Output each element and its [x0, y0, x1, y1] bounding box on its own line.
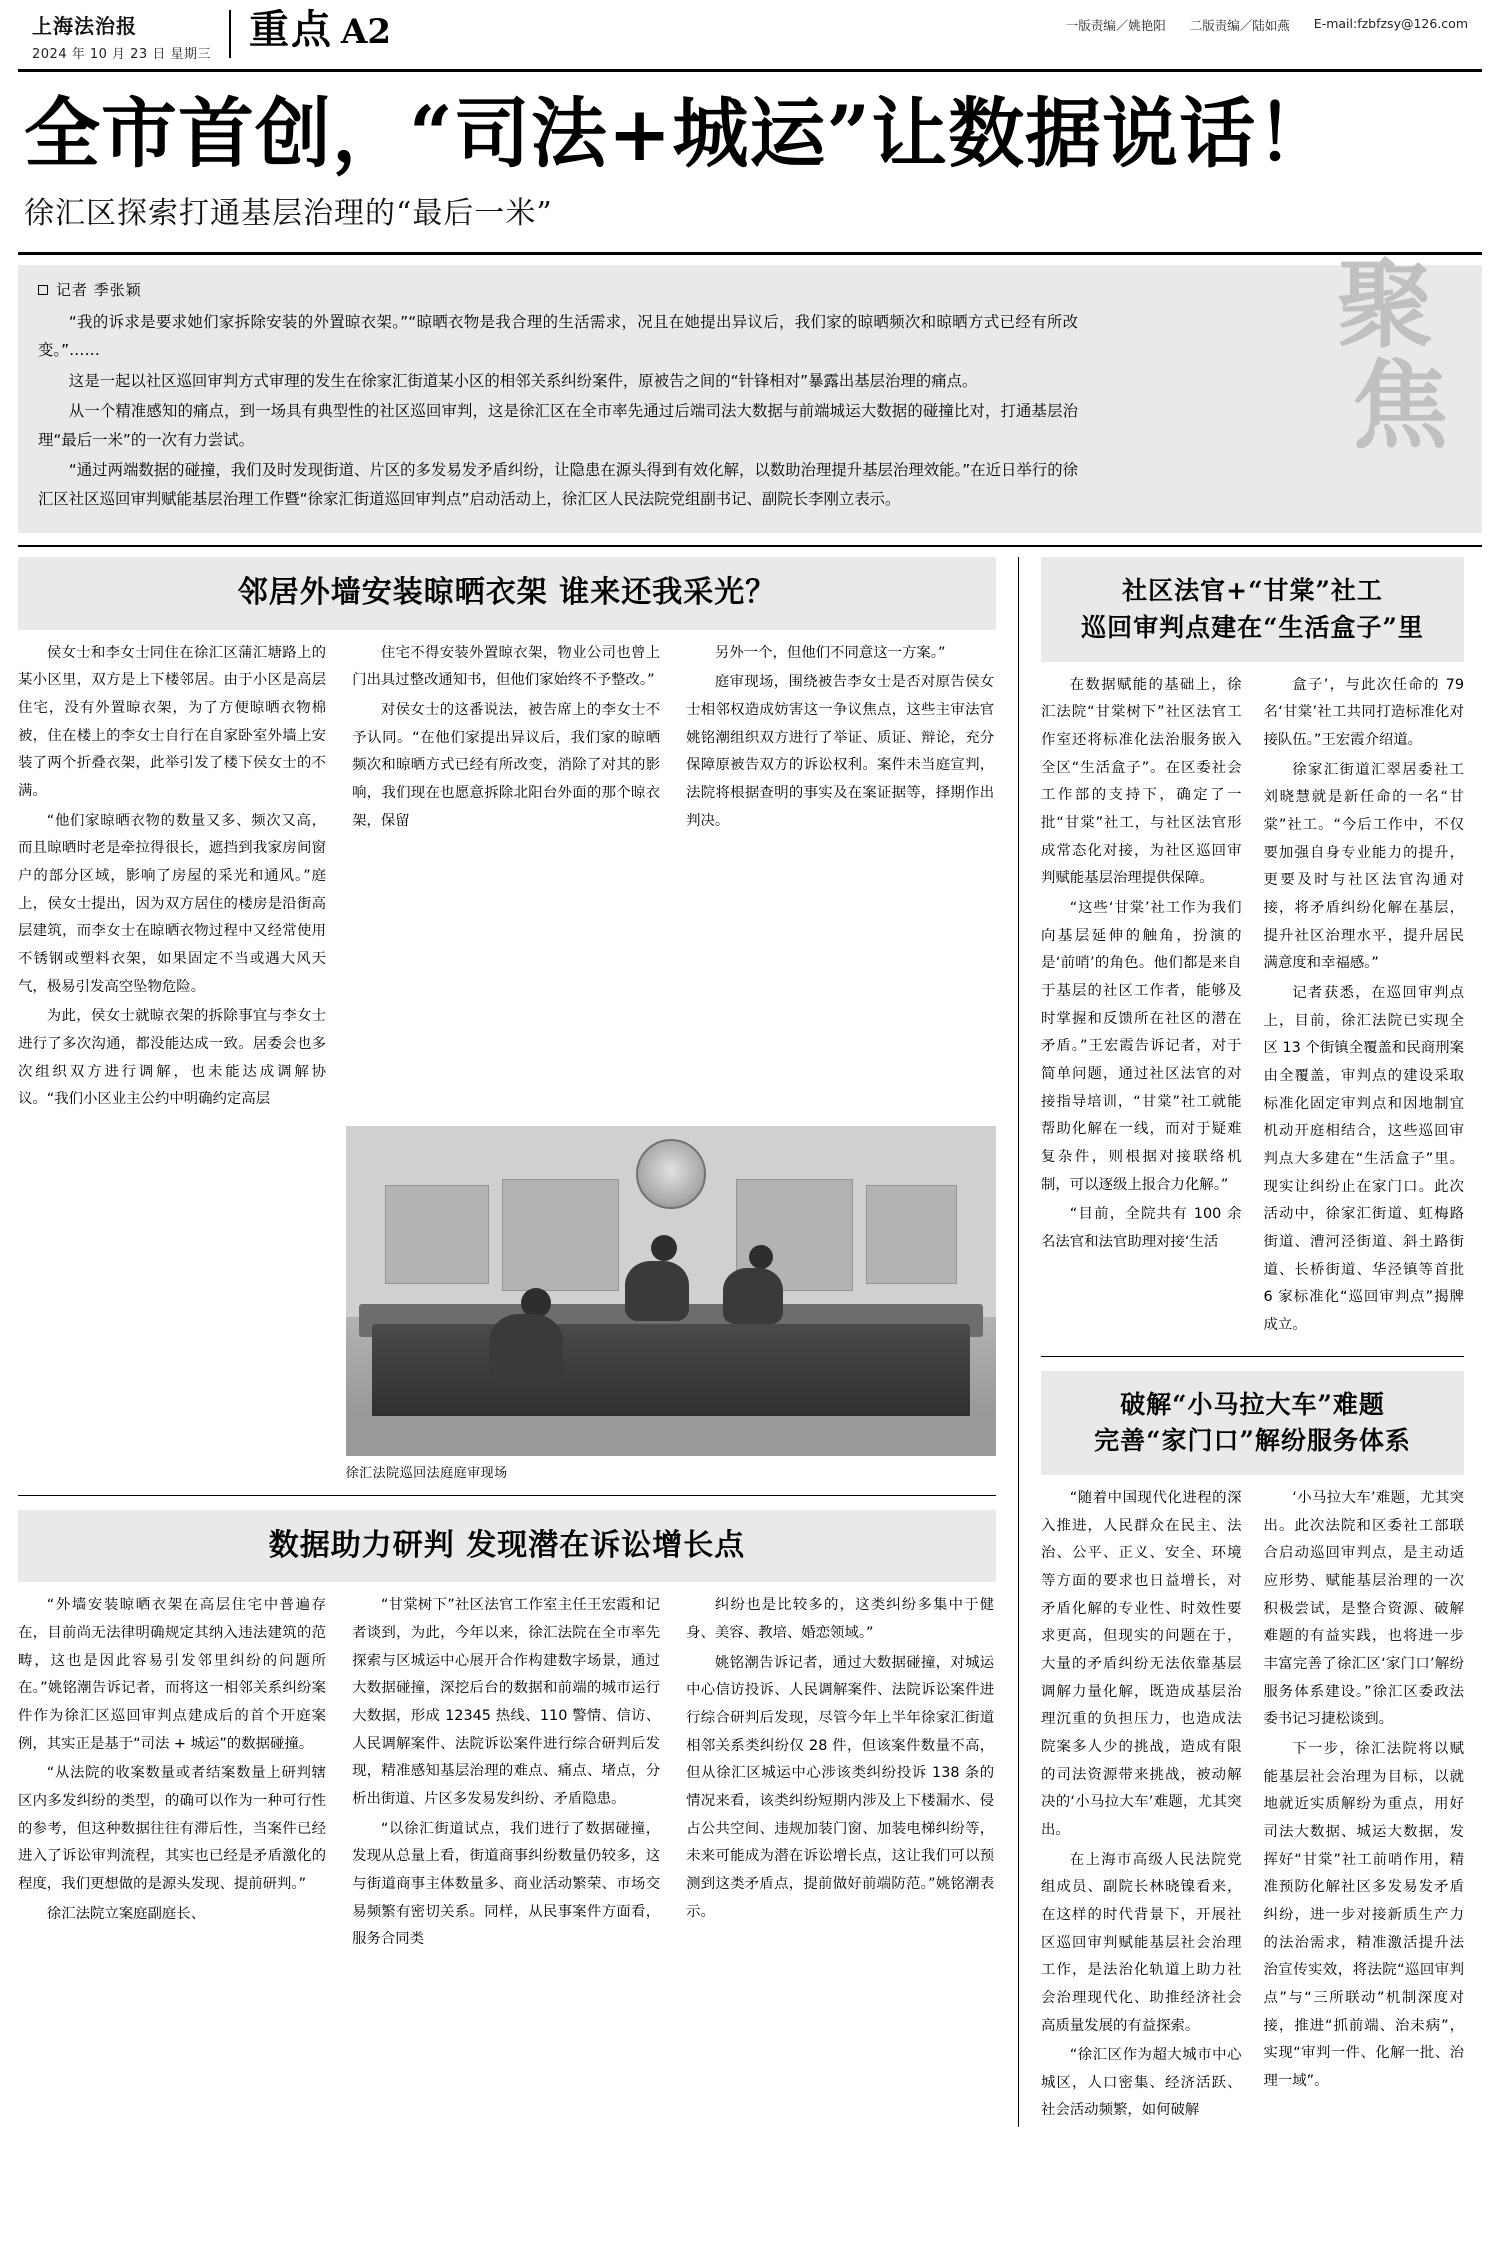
watermark-char-1: 聚: [1337, 247, 1437, 361]
article3-col1: [1041, 672, 1242, 1342]
paragraph: “他们家晾晒衣物的数量又多、频次又高，而且晾晒时老是牵拉得很长，遮挡到我家房间窗户的部分区域，影响了房屋的采光和通风。”庭上，侯女士提出，因为双方居住的楼房是沿街高层建筑，而李女士在晾晒衣物过程中又经常使用不锈钢或塑料衣架，如果固定不当或遇大风天气，极易引发高空坠物危险。: [18, 812, 327, 995]
paragraph: 记者获悉，在巡回审判点上，目前，徐汇法院已实现全区 13 个街镇全覆盖和民商刑案由全覆盖，审判点的建设采取标准化固定审判点和因地制宜机动开庭相结合，这些巡回审判点大多建在“生活盒子”里。现实让纠纷止在家门口。此次活动中，徐家汇街道、虹梅路街道、漕河泾街道、斜土路街道、长桥街道、华泾镇等首批 6 家标准化“巡回审判点”揭牌成立。: [1263, 985, 1464, 1333]
right-column: [1018, 557, 1464, 2127]
paragraph: 在数据赋能的基础上，徐汇法院“甘棠树下”社区法官工作室还将标准化法治服务嵌入全区“生活盒子”。在区委社会工作部的支持下，确定了一批“甘棠”社工，与社区法官形成常态化对接，为社区巡回审判赋能基层治理提供保障。: [1041, 676, 1242, 887]
article3-title-line1: 社区法官+“甘棠”社工: [1122, 576, 1383, 606]
masthead-credits: [1066, 10, 1468, 34]
photo-panel: [385, 1185, 489, 1284]
paragraph: “这些‘甘棠’社工作为我们向基层延伸的触角，扮演的是‘前哨’的角色。他们都是来自于基层的社区工作者，能够及时掌握和反馈所在社区的潜在矛盾。”王宏霞告诉记者，对于简单问题，通过社区法官的对接指导培训，“甘棠”社工就能帮助化解在一线，而对于疑难复杂件，则根据对接联络机制，可以逐级上报合力化解。”: [1041, 900, 1242, 1193]
photo-panel: [866, 1185, 957, 1284]
article4-col1: [1041, 1485, 1242, 2127]
article2-title: 数据助力研判 发现潜在诉讼增长点: [268, 1527, 746, 1563]
page-title: 全市首创，“司法+城运”让数据说话！: [24, 89, 1334, 178]
paragraph: 下一步，徐汇法院将以赋能基层社会治理为目标，以就地就近实质解纷为重点，用好司法大数据、城运大数据，发挥好“甘棠”社工前哨作用，精准预防化解社区多发易发矛盾纠纷，进一步对接新质生产力的法治需求，精准激活提升法治宣传实效，将法院“巡回审判点”与“三所联动”机制深度对接，推进“抓前端、治未病”，实现“审判一件、化解一批、治理一域”。: [1263, 1740, 1464, 2089]
watermark-jujiao: [1322, 247, 1452, 462]
article2-columns: [18, 1592, 996, 1956]
square-bullet-icon: [38, 285, 48, 295]
article1-title: 邻居外墙安装晾晒衣架 谁来还我采光？: [237, 575, 777, 611]
paragraph: 徐汇法院立案庭副庭长、: [46, 1905, 206, 1922]
paragraph: 另外一个，但他们不同意这一方案。”: [714, 644, 946, 661]
article4-col2: [1264, 1485, 1465, 2127]
masthead-divider: [229, 10, 231, 58]
lead-bottom-rule: [18, 545, 1482, 547]
photo-person-head: [749, 1245, 773, 1269]
photo-caption: 徐汇法院巡回法庭庭审现场: [345, 1465, 508, 1481]
article3-title-band: [1041, 557, 1464, 662]
article4-title-line1: 破解“小马拉大车”难题: [1120, 1389, 1385, 1419]
headline-rule: [18, 252, 1482, 255]
body-grid: [18, 557, 1482, 2127]
photo-person-body: [625, 1261, 689, 1321]
article1-col3: [686, 640, 994, 1116]
paragraph: “以徐汇街道试点，我们进行了数据碰撞，发现从总量上看，街道商事纠纷数量仍较多，这与街道商事主体数量多、商业活动繁荣、市场交易频繁有密切关系。同样，从民事案件方面看，服务合同类: [352, 1820, 661, 1948]
paragraph: ‘小马拉大车’难题，尤其突出。此次法院和区委社工部联合启动巡回审判点，是主动适应形势、赋能基层治理的一次积极尝试，是整合资源、破解难题的有益实践，也将进一步丰富完善了徐汇区‘家门口’解纷服务体系建设。”徐汇区委政法委书记习捷松谈到。: [1263, 1490, 1464, 1728]
national-emblem-icon: [636, 1139, 706, 1209]
masthead-left: [32, 6, 392, 62]
contact-email: E-mail:fzbfzsy@126.com: [1313, 16, 1468, 31]
paragraph: “目前，全院共有 100 余名法官和法官助理对接‘生活: [1041, 1206, 1242, 1250]
paragraph: “从法院的收案数量或者结案数量上研判辖区内多发纠纷的类型，的确可以作为一种可行性的参考，但这种数据往往有滞后性，当案件已经进入了诉讼审判流程，其实也已经是矛盾激化的程度，我们更想做的是源头发现、提前研判。”: [18, 1765, 327, 1893]
paragraph: 侯女士和李女士同住在徐汇区蒲汇塘路上的某小区里，双方是上下楼邻居。由于小区是高层住宅，没有外置晾衣架，为了方便晾晒衣物棉被，住在楼上的李女士自行在自家卧室外墙上安装了两个折叠衣架，此举引发了楼下侯女士的不满。: [18, 644, 327, 800]
article2-col1: [18, 1592, 326, 1956]
section-name: 重点: [248, 6, 333, 53]
article4-title-band: [1041, 1371, 1464, 1476]
article2-title-band: [18, 1510, 996, 1583]
photo-person-body: [723, 1268, 783, 1324]
headline-block: [18, 72, 1482, 238]
photo-person-body: [489, 1314, 563, 1384]
masthead: [18, 0, 1482, 72]
article1-col1: [18, 640, 326, 1116]
byline: [38, 279, 1462, 300]
article1-bottom-rule: [18, 1495, 996, 1496]
article1-title-band: [18, 557, 996, 630]
article4-title-line2: 完善“家门口”解纷服务体系: [1094, 1425, 1411, 1455]
editor-page2: 二版责编／陆如燕: [1189, 18, 1290, 33]
paragraph: 住宅不得安装外置晾衣架，物业公司也曾上门出具过整改通知书，但他们家始终不予整改。”: [352, 644, 661, 689]
paragraph: 为此，侯女士就晾衣架的拆除事宜与李女士进行了多次沟通，都没能达成一致。居委会也多次组织双方进行调解，也未能达成调解协议。“我们小区业主公约中明确约定高层: [18, 1008, 327, 1108]
watermark-char-2: 焦: [1352, 348, 1452, 462]
paragraph: 在上海市高级人民法院党组成员、副院长林晓镍看来，在这样的时代背景下，开展社区巡回审判赋能基层社会治理工作，是法治化轨道上助力社会治理现代化、助推经济社会高质量发展的有益探索。: [1041, 1851, 1242, 2034]
article3-title-line2: 巡回审判点建在“生活盒子”里: [1081, 612, 1424, 642]
article3-col2: [1264, 672, 1465, 1342]
paragraph: 盒子’，与此次任命的 79 名‘甘棠’社工共同打造标准化对接队伍。”王宏霞介绍道。: [1263, 676, 1464, 749]
page-subtitle: 徐汇区探索打通基层治理的“最后一米”: [24, 195, 553, 231]
article2-col3: [686, 1592, 994, 1956]
paragraph: 对侯女士的这番说法，被告席上的李女士不予认同。“在他们家提出异议后，我们家的晾晒频次和晾晒方式已经有所改变，消除了对其的影响，我们现在也愿意拆除北阳台外面的那个晾衣架，保留: [352, 702, 661, 829]
photo-panel: [502, 1179, 619, 1291]
photo-person-head: [651, 1235, 677, 1261]
article2-col2: [352, 1592, 660, 1956]
lead-intro-box: [18, 247, 1482, 534]
paragraph: “徐汇区作为超大城市中心城区，人口密集、经济活跃、社会活动频繁，如何破解: [1041, 2047, 1242, 2119]
lead-paragraph: “我的诉求是要求她们家拆除安装的外置晾衣架。”“晾晒衣物是我合理的生活需求，况且在她提出异议后，我们家的晾晒频次和晾晒方式已经有所改变。”……: [38, 312, 1078, 360]
publication-logo: [32, 10, 211, 62]
paragraph: 纠纷也是比较多的，这类纠纷多集中于健身、美容、教培、婚恋领域。”: [686, 1597, 995, 1642]
article3-bottom-rule: [1041, 1356, 1464, 1357]
paragraph: “外墙安装晾晒衣架在高层住宅中普遍存在，目前尚无法律明确规定其纳入违法建筑的范畴，这也是因此容易引发邻里纠纷的问题所在。”姚铭潮告诉记者，而将这一相邻关系纠纷案件作为徐汇区巡回审判点建成后的首个开庭案例，其实正是基于“司法 + 城运”的数据碰撞。: [18, 1597, 327, 1752]
lead-paragraph: 这是一起以社区巡回审判方式审理的发生在徐家汇街道某小区的相邻关系纠纷案件，原被告之间的“针锋相对”暴露出基层治理的痛点。: [68, 371, 978, 390]
paragraph: “甘棠树下”社区法官工作室主任王宏霞和记者谈到，为此，今年以来，徐汇法院在全市率先探索与区城运中心展开合作构建数字场景，通过大数据碰撞，深挖后台的数据和前端的城市运行大数据，形成 12345 热线、110 警情、信访、人民调解案件、法院诉讼案件进行综合研判后发现，精准感知基层治理的难点、痛点、堵点，分析出街道、片区多发易发纠纷、矛盾隐患。: [352, 1597, 661, 1808]
paragraph: 姚铭潮告诉记者，通过大数据碰撞，对城运中心信访投诉、人民调解案件、法院诉讼案件进行综合研判后发现，尽管今年上半年徐家汇街道相邻关系类纠纷仅 28 件，但该案件数量不高，但从徐汇区城运中心涉该类纠纷投诉 138 条的情况来看，该类纠纷短期内涉及上下楼漏水、侵占公共空间、违规加装门窗、加装电梯纠纷等，未来可能成为潜在诉讼增长点，这让我们可以预测到这类矛盾点，提前做好前端防范。”姚铭潮表示。: [686, 1654, 995, 1920]
photo-floor: [346, 1416, 996, 1456]
lead-paragraph: 从一个精准感知的痛点，到一场具有典型性的社区巡回审判，这是徐汇区在全市率先通过后端司法大数据与前端城运大数据的碰撞比对，打通基层治理“最后一米”的一次有力尝试。: [38, 402, 1078, 449]
publication-date: 2024 年 10 月 23 日 星期三: [32, 47, 211, 62]
paragraph: 徐家汇街道汇翠居委社工刘晓慧就是新任命的一名“甘棠”社工。“今后工作中，不仅要加强自身专业能力的提升，更要及时与社区法官沟通对接，将矛盾纠纷化解在基层，提升社区治理水平，提升居民满意度和幸福感。”: [1263, 761, 1464, 972]
courtroom-photo: [346, 1126, 996, 1456]
article4-columns: [1041, 1485, 1464, 2127]
paragraph: “随着中国现代化进程的深入推进，人民群众在民主、法治、公平、正义、安全、环境等方面的要求也日益增长，对矛盾化解的专业性、时效性要求更高，但现实的问题在于，大量的矛盾纠纷无法依靠基层调解力量化解，既造成基层治理沉重的负担压力，也造成法院案多人少的挑战，造成有限的司法资源带来挑战，被动解决的‘小马拉大车’难题，尤其突出。: [1041, 1490, 1242, 1838]
article3-columns: [1041, 672, 1464, 1342]
article1-photo-block: [346, 1126, 996, 1481]
article1-col2: [352, 640, 660, 1116]
left-column: [18, 557, 1018, 2127]
lead-paragraph: “通过两端数据的碰撞，我们及时发现街道、片区的多发易发矛盾纠纷，让隐患在源头得到有效化解，以数助治理提升基层治理效能。”在近日举行的徐汇区社区巡回审判赋能基层治理工作暨“徐家汇街道巡回审判点”启动活动上，徐汇区人民法院党组副书记、副院长李刚立表示。: [38, 461, 1078, 508]
paragraph: 庭审现场，围绕被告李女士是否对原告侯女士相邻权造成妨害这一争议焦点，这些主审法官姚铭潮组织双方进行了举证、质证、辩论，充分保障原被告双方的诉讼权利。案件未当庭宣判，法院将根据查明的事实及在案证据等，择期作出判决。: [686, 674, 995, 829]
editor-page1: 一版责编／姚艳阳: [1065, 18, 1166, 33]
section-page-number: A2: [340, 12, 392, 52]
byline-text: 记者 季张颖: [56, 280, 142, 299]
publication-title: 上海法治报: [32, 14, 137, 38]
article1-columns: [18, 640, 996, 1116]
